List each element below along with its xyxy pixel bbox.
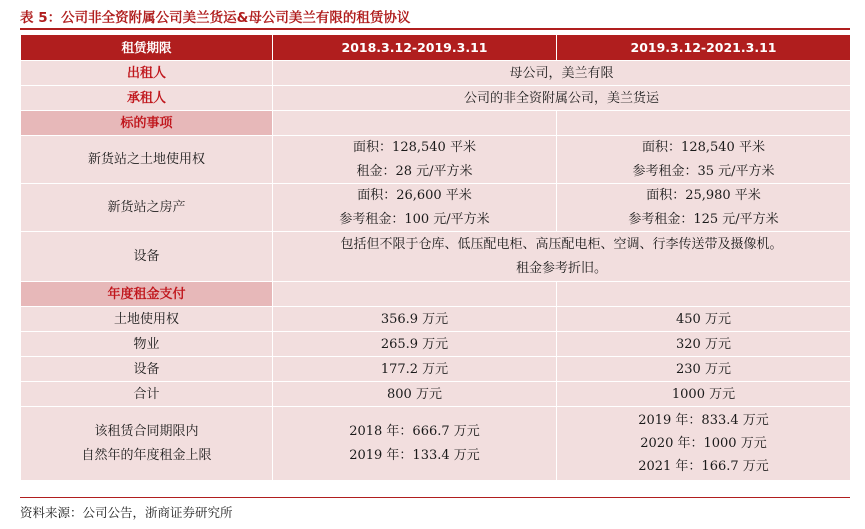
- annual-row-p2: 230 万元: [557, 357, 851, 382]
- cap-p1-year: 2018 年：666.7 万元: [349, 424, 480, 439]
- cap-p2-year: 2021 年：166.7 万元: [638, 459, 769, 474]
- lessee-value: 公司的非全资附属公司，美兰货运: [273, 86, 851, 111]
- cap-label-line-1: 该租赁合同期限内: [94, 424, 199, 439]
- annual-row-p1: 177.2 万元: [273, 357, 557, 382]
- table-row-equipment: [21, 232, 851, 282]
- lease-agreement-table: [20, 34, 851, 481]
- annual-row-p2: 320 万元: [557, 332, 851, 357]
- table-caption: 表 5：公司非全资附属公司美兰货运&母公司美兰有限的租赁协议: [20, 10, 411, 26]
- annual-row-label: 物业: [21, 332, 273, 357]
- building-period-2: [557, 184, 851, 232]
- annual-row-label: 设备: [21, 357, 273, 382]
- building-p1-rent: 参考租金：100 元/平方米: [339, 212, 490, 227]
- building-p1-area: 面积：26,600 平米: [357, 188, 472, 203]
- annual-row-p2: 1000 万元: [557, 382, 851, 407]
- table-row-annual-equipment: [21, 357, 851, 382]
- table-row-annual-land: [21, 307, 851, 332]
- table-row-annual-cap: [21, 407, 851, 481]
- table-row-lessor: [21, 61, 851, 86]
- annual-section-empty-1: [273, 282, 557, 307]
- land-p2-rent: 参考租金：35 元/平方米: [632, 164, 775, 179]
- table-row-building: [21, 184, 851, 232]
- subject-section-label: 标的事项: [21, 111, 273, 136]
- subject-section-empty-1: [273, 111, 557, 136]
- annual-row-p1: 356.9 万元: [273, 307, 557, 332]
- cap-p2-year: 2020 年：1000 万元: [640, 436, 767, 451]
- table-row-land: [21, 136, 851, 184]
- lessor-label: 出租人: [21, 61, 273, 86]
- table-header-row: [21, 35, 851, 61]
- land-period-2: [557, 136, 851, 184]
- header-lease-term: 租赁期限: [21, 35, 273, 61]
- section-row-annual: [21, 282, 851, 307]
- land-p1-rent: 租金：28 元/平方米: [356, 164, 473, 179]
- land-period-1: [273, 136, 557, 184]
- header-period-1: 2018.3.12-2019.3.11: [273, 35, 557, 61]
- cap-label: [21, 407, 273, 481]
- cap-p1-year: 2019 年：133.4 万元: [349, 448, 480, 463]
- annual-row-p1: 265.9 万元: [273, 332, 557, 357]
- source-note: 资料来源：公司公告，浙商证券研究所: [20, 505, 233, 520]
- building-label: 新货站之房产: [21, 184, 273, 232]
- building-p2-rent: 参考租金：125 元/平方米: [628, 212, 779, 227]
- cap-p2-year: 2019 年：833.4 万元: [638, 413, 769, 428]
- table-row-lessee: [21, 86, 851, 111]
- annual-section-empty-2: [557, 282, 851, 307]
- annual-row-p1: 800 万元: [273, 382, 557, 407]
- lessee-label: 承租人: [21, 86, 273, 111]
- lessor-value: 母公司，美兰有限: [273, 61, 851, 86]
- cap-label-line-2: 自然年的年度租金上限: [81, 448, 212, 463]
- annual-row-label: 合计: [21, 382, 273, 407]
- bottom-rule: [20, 497, 850, 498]
- equipment-description: [273, 232, 851, 282]
- land-label: 新货站之土地使用权: [21, 136, 273, 184]
- land-p1-area: 面积：128,540 平米: [353, 140, 476, 155]
- top-rule: [20, 28, 850, 30]
- equipment-line-1: 包括但不限于仓库、低压配电柜、高压配电柜、空调、行李传送带及摄像机。: [340, 237, 783, 252]
- annual-row-label: 土地使用权: [21, 307, 273, 332]
- table-row-annual-property: [21, 332, 851, 357]
- section-row-subject: [21, 111, 851, 136]
- land-p2-area: 面积：128,540 平米: [642, 140, 765, 155]
- building-p2-area: 面积：25,980 平米: [646, 188, 761, 203]
- equipment-label: 设备: [21, 232, 273, 282]
- subject-section-empty-2: [557, 111, 851, 136]
- header-period-2: 2019.3.12-2021.3.11: [557, 35, 851, 61]
- table-row-annual-total: [21, 382, 851, 407]
- annual-row-p2: 450 万元: [557, 307, 851, 332]
- equipment-line-2: 租金参考折旧。: [515, 261, 607, 276]
- annual-section-label: 年度租金支付: [21, 282, 273, 307]
- cap-period-1: [273, 407, 557, 481]
- cap-period-2: [557, 407, 851, 481]
- building-period-1: [273, 184, 557, 232]
